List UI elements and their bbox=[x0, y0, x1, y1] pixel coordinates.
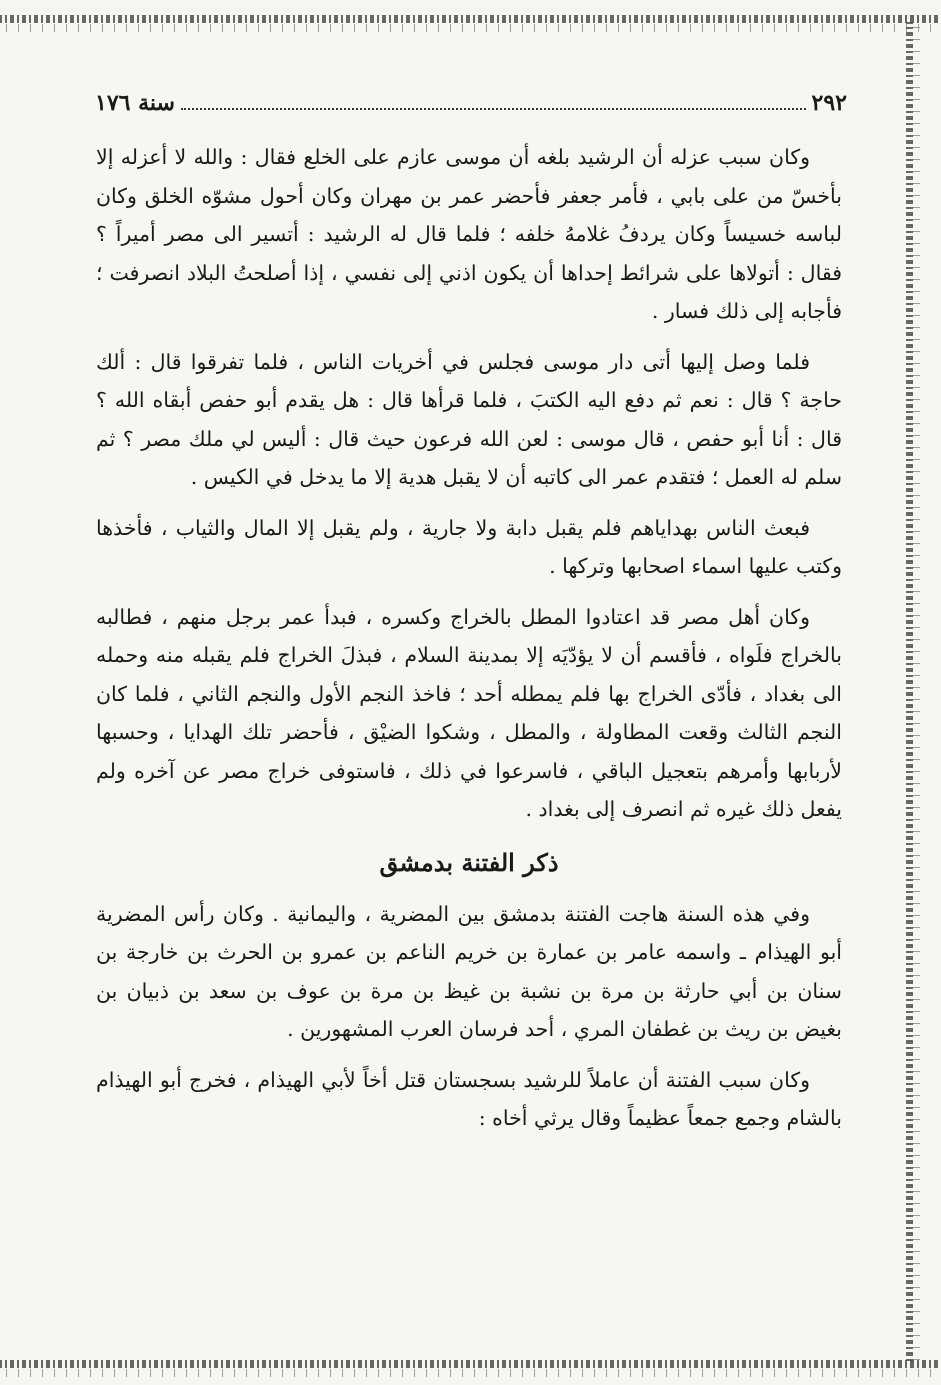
page-header bbox=[95, 86, 847, 116]
paragraph: وكان أهل مصر قد اعتادوا المطل بالخراج وكسره ، فبدأ عمر برجل منهم ، فطالبه بالخراج فلَواه ، فأقسم أن لا يؤدّيَه إلا بمدينة السلام ، فبذلَ الخراج فلم يقبله منه وحمله الى بغداد ، فأدّى الخراج بها فلم يمطله أحد ؛ فاخذ النجم الأول والنجم الثاني ، فلما كان النجم الثالث وقعت المطاولة ، والمطل ، وشكوا الضيْق ، فأحضر تلك الهدايا ، وحسبها لأربابها وأمرهم بتعجيل الباقي ، فاسرعوا في ذلك ، فاستوفى خراج مصر عن آخره ولم يفعل ذلك غيره ثم انصرف إلى بغداد . bbox=[96, 604, 842, 821]
paragraph: فبعث الناس بهداياهم فلم يقبل دابة ولا جارية ، ولم يقبل إلا المال والثياب ، فأخذها وكتب عليها اسماء اصحابها وتركها . bbox=[96, 515, 842, 578]
year-label: سنة ١٧٦ bbox=[95, 90, 175, 116]
bottom-ornamental-border bbox=[0, 1357, 941, 1379]
page-body bbox=[96, 138, 842, 1150]
header-dotted-leader bbox=[181, 108, 806, 110]
paragraph: وكان سبب عزله أن الرشيد بلغه أن موسى عازم على الخلع فقال : والله لا أعزله إلا بأخسّ من على بابي ، فأمر جعفر فأحضر عمر بن مهران وكان أحول مشوّه الخلق وكان لباسه خسيساً وكان يردفُ غلامهُ خلفه ؛ فلما قال له الرشيد : أتسير الى مصر أميراً ؟ فقال : أتولاها على شرائط إحداها أن يكون اذني إلى نفسي ، إذا أصلحتُ البلاد انصرفت ؛ فأجابه إلى ذلك فسار . bbox=[96, 145, 842, 323]
section-title: ذكر الفتنة بدمشق bbox=[379, 847, 559, 877]
right-ornamental-border bbox=[905, 22, 921, 1362]
paragraph: وكان سبب الفتنة أن عاملاً للرشيد بسجستان قتل أخاً لأبي الهيذام ، فخرج أبو الهيذام بالشام وجمع جمعاً عظيماً وقال يرثي أخاه : bbox=[96, 1067, 842, 1130]
top-ornamental-border bbox=[0, 12, 941, 34]
paragraph: فلما وصل إليها أتى دار موسى فجلس في أخريات الناس ، فلما تفرقوا قال : ألك حاجة ؟ قال : نعم ثم دفع اليه الكتبَ ، فلما قرأها قال : هل يقدم أبو حفص أبقاه الله ؟ قال : أنا أبو حفص ، قال موسى : لعن الله فرعون حيث قال : أليس لي ملك مصر ؟ ثم سلم له العمل ؛ فتقدم عمر الى كاتبه أن لا يقبل هدية إلا ما يدخل في الكيس . bbox=[96, 349, 842, 489]
page-number: ٢٩٢ bbox=[811, 90, 847, 116]
paragraph: وفي هذه السنة هاجت الفتنة بدمشق بين المضرية ، واليمانية . وكان رأس المضرية أبو الهيذام ـ واسمه عامر بن عمارة بن خريم الناعم بن عمرو بن الحرث بن خارجة بن سنان بن أبي حارثة بن مرة بن نشبة بن غيظ بن مرة بن عوف بن سعد بن ذبيان بن بغيض بن ريث بن غطفان المري ، أحد فرسان العرب المشهورين . bbox=[96, 901, 842, 1041]
